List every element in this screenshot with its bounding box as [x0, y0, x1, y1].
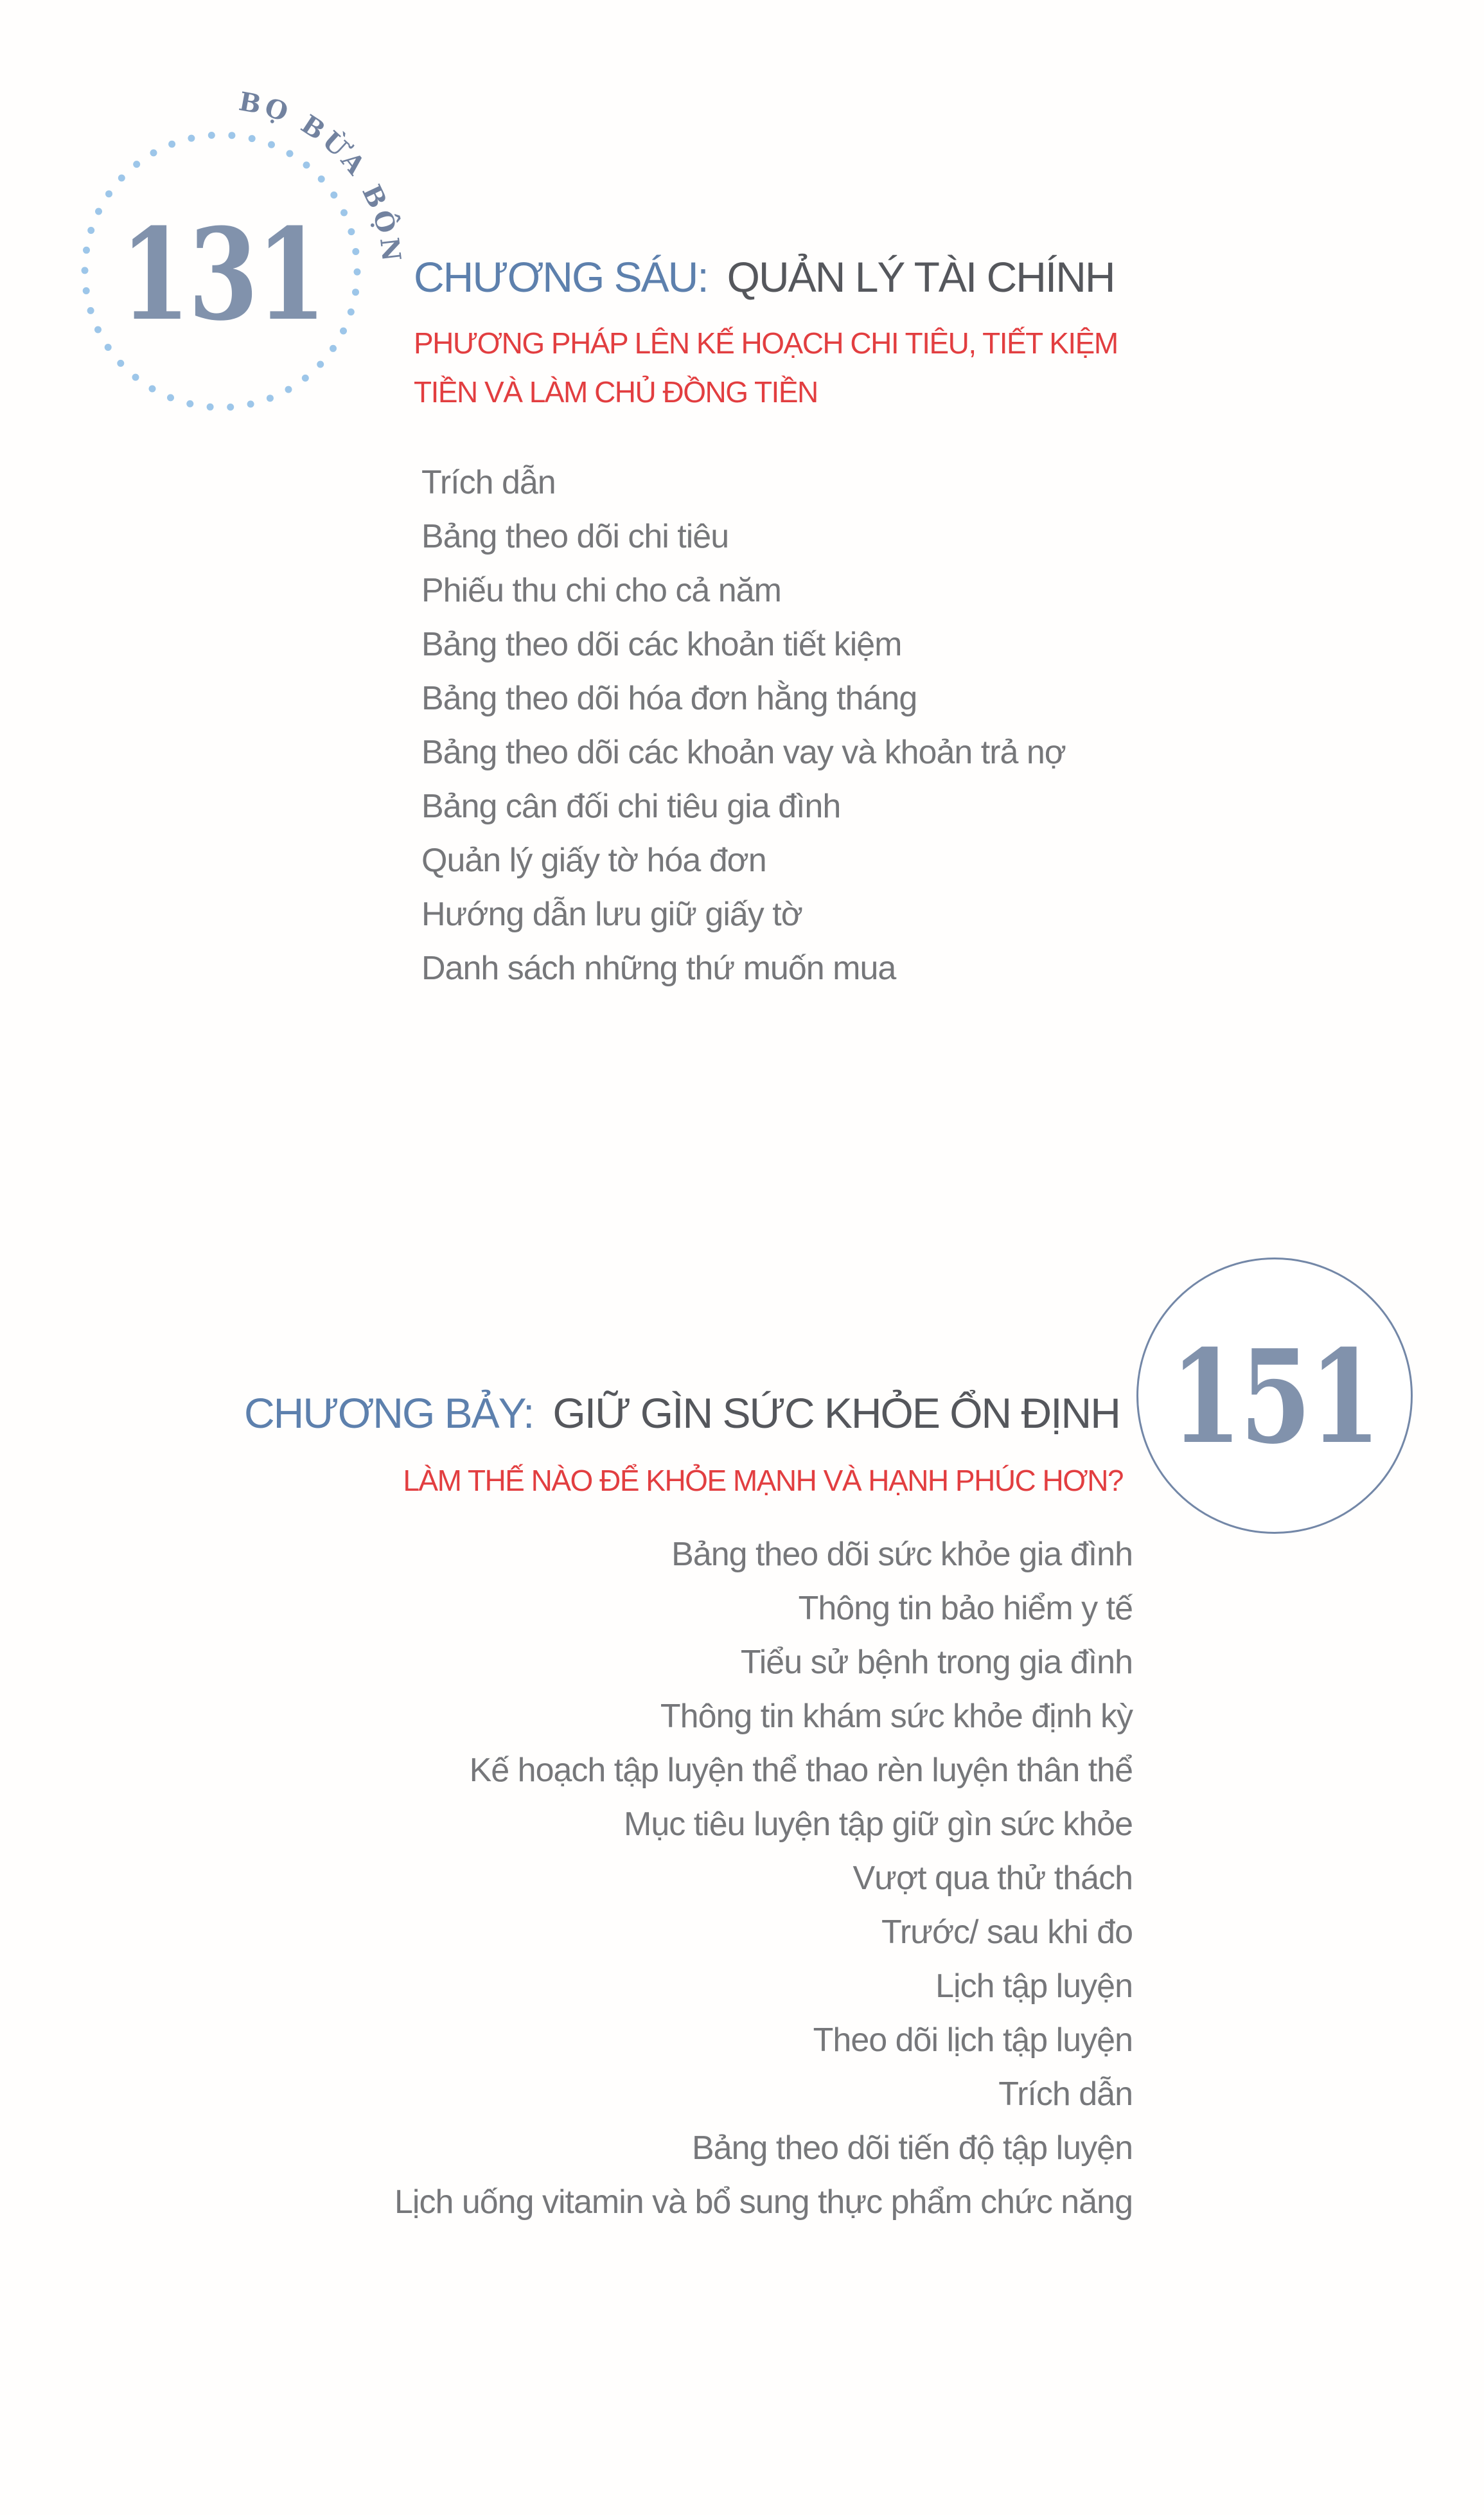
toc-item: Kế hoạch tập luyện thể thao rèn luyện thân thể	[469, 1752, 1133, 1789]
circle-dot	[188, 135, 195, 142]
toc-item: Mục tiêu luyện tập giữ gìn sức khỏe	[624, 1806, 1133, 1843]
toc-item: Quản lý giấy tờ hóa đơn	[421, 842, 766, 879]
toc-item: Theo dõi lịch tập luyện	[813, 2022, 1133, 2059]
circle-dot	[167, 394, 174, 401]
circle-dot	[354, 269, 361, 276]
toc-item: Bảng theo dõi sức khỏe gia đình	[671, 1536, 1133, 1573]
toc-item: Trích dẫn	[421, 464, 556, 501]
chapter-six-subtitle	[414, 319, 1118, 416]
circle-dot	[83, 247, 90, 254]
circle-dot	[186, 400, 193, 407]
toc-item: Trước/ sau khi đo	[881, 1914, 1133, 1951]
chapter-seven-kicker: CHƯƠNG BẢY:	[244, 1389, 534, 1437]
toc-item: Bảng theo dõi tiến độ tập luyện	[691, 2129, 1133, 2167]
toc-item: Vượt qua thử thách	[852, 1860, 1133, 1897]
toc-item: Phiếu thu chi cho cả năm	[421, 572, 781, 609]
circle-dot	[302, 375, 309, 382]
circle-dot	[352, 289, 359, 296]
circle-dot	[87, 227, 94, 234]
circle-dot	[268, 141, 275, 148]
toc-item: Lịch uống vitamin và bổ sung thực phẩm chức năng	[394, 2183, 1133, 2221]
toc-item: Hướng dẫn lưu giữ giấy tờ	[421, 896, 802, 933]
circle-dot	[105, 344, 112, 351]
toc-list-chapter-six	[421, 456, 1066, 995]
circle-dot	[287, 150, 294, 157]
toc-item: Bảng cân đối chi tiêu gia đình	[421, 788, 841, 825]
chapter-seven-subtitle: LÀM THẾ NÀO ĐỂ KHỎE MẠNH VÀ HẠNH PHÚC HƠN?	[403, 1464, 1123, 1497]
circle-dot	[118, 175, 125, 182]
circle-dot	[132, 374, 139, 381]
circle-dot	[94, 326, 102, 333]
toc-item: Thông tin khám sức khỏe định kỳ	[660, 1698, 1133, 1735]
circle-dot	[83, 287, 90, 294]
chapter-seven-title: GIỮ GÌN SỨC KHỎE ỔN ĐỊNH	[552, 1389, 1120, 1437]
circle-dot	[317, 361, 324, 368]
toc-item: Bảng theo dõi các khoản vay và khoản trả nợ	[421, 734, 1066, 771]
circle-dot	[303, 161, 310, 168]
chapter-six-kicker: CHƯƠNG SÁU:	[414, 253, 708, 301]
circle-dot	[149, 386, 156, 393]
circle-dot	[82, 267, 89, 274]
toc-item: Thông tin bảo hiểm y tế	[798, 1590, 1133, 1627]
circle-dot	[348, 308, 355, 315]
circle-dot	[168, 141, 175, 148]
toc-item: Danh sách những thứ muốn mua	[421, 950, 896, 987]
page-number-151: 151	[1170, 1322, 1379, 1473]
chapter-six-heading	[414, 253, 1115, 301]
circle-dot	[150, 149, 157, 156]
toc-item: Bảng theo dõi các khoản tiết kiệm	[421, 626, 902, 663]
toc-item: Trích dẫn	[998, 2075, 1133, 2113]
circle-dot	[267, 395, 274, 402]
circle-dot	[285, 386, 292, 393]
circle-dot	[95, 208, 102, 215]
toc-item: Bảng theo dõi hóa đơn hằng tháng	[421, 680, 917, 717]
circle-dot	[208, 132, 215, 139]
chapter-seven-heading	[244, 1389, 1120, 1437]
circle-dot	[330, 345, 337, 352]
circle-dot	[318, 175, 325, 182]
toc-item: Tiểu sử bệnh trong gia đình	[740, 1644, 1133, 1681]
circle-dot	[133, 161, 140, 168]
circle-dot	[249, 135, 256, 142]
curved-brand-label: BỌ BỪA BỘN	[236, 86, 407, 267]
chapter-six-subtitle-line2: TIỀN VÀ LÀM CHỦ ĐỒNG TIỀN	[414, 375, 818, 409]
circle-dot	[227, 404, 234, 411]
circle-dot	[348, 228, 355, 235]
chapter-six-title: QUẢN LÝ TÀI CHÍNH	[727, 253, 1115, 301]
circle-dot	[340, 209, 348, 217]
circle-dot	[105, 190, 112, 197]
circle-dot	[228, 132, 235, 139]
page-number-131: 131	[120, 201, 324, 349]
circle-dot	[87, 307, 94, 314]
toc-list-chapter-seven	[394, 1527, 1133, 2229]
circle-dot	[247, 400, 254, 407]
circle-dot	[207, 404, 214, 411]
circle-dot	[352, 248, 359, 255]
circle-dot	[117, 360, 124, 367]
circle-dot	[330, 191, 337, 199]
chapter-six-subtitle-line1: PHƯƠNG PHÁP LÊN KẾ HOẠCH CHI TIÊU, TIẾT KIỆM	[414, 326, 1118, 360]
toc-item: Bảng theo dõi chi tiêu	[421, 518, 729, 555]
circle-dot	[340, 328, 347, 335]
toc-item: Lịch tập luyện	[935, 1968, 1133, 2005]
